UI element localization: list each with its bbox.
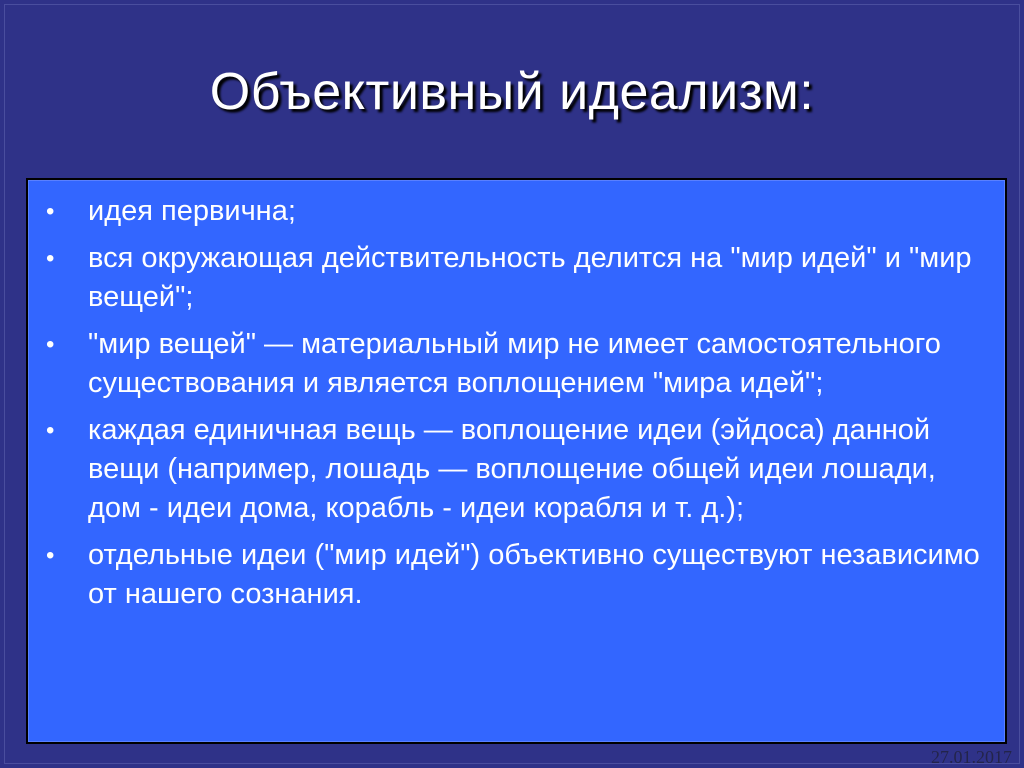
bullet-text: каждая единичная вещь — воплощение идеи (эйдоса) данной вещи (например, лошадь — воплощение общей идеи лошади, дом - идеи дома, корабль - идеи корабля и т. д.); — [88, 414, 936, 524]
bullet-marker: • — [46, 198, 55, 225]
bullet-text: вся окружающая действительность делится на "мир идей" и "мир вещей"; — [88, 242, 972, 313]
bullet-item-3 — [46, 325, 991, 403]
bullet-list — [46, 192, 991, 622]
bullet-text: идея первична; — [88, 195, 296, 227]
content-box — [26, 178, 1007, 744]
slide-title: Объективный идеализм: — [209, 63, 815, 121]
bullet-marker: • — [46, 542, 55, 569]
bullet-item-2 — [46, 239, 991, 317]
bullet-marker: • — [46, 331, 55, 358]
footer-date: 27.01.2017 — [931, 747, 1012, 767]
bullet-text: "мир вещей" — материальный мир не имеет самостоятельного существования и является воплощением "мира идей"; — [88, 328, 941, 399]
bullet-item-5 — [46, 536, 991, 614]
bullet-marker: • — [46, 417, 55, 444]
bullet-text: отдельные идеи ("мир идей") объективно существуют независимо от нашего сознания. — [88, 539, 980, 610]
bullet-marker: • — [46, 245, 55, 272]
bullet-item-1 — [46, 192, 991, 231]
bullet-item-4 — [46, 411, 991, 528]
